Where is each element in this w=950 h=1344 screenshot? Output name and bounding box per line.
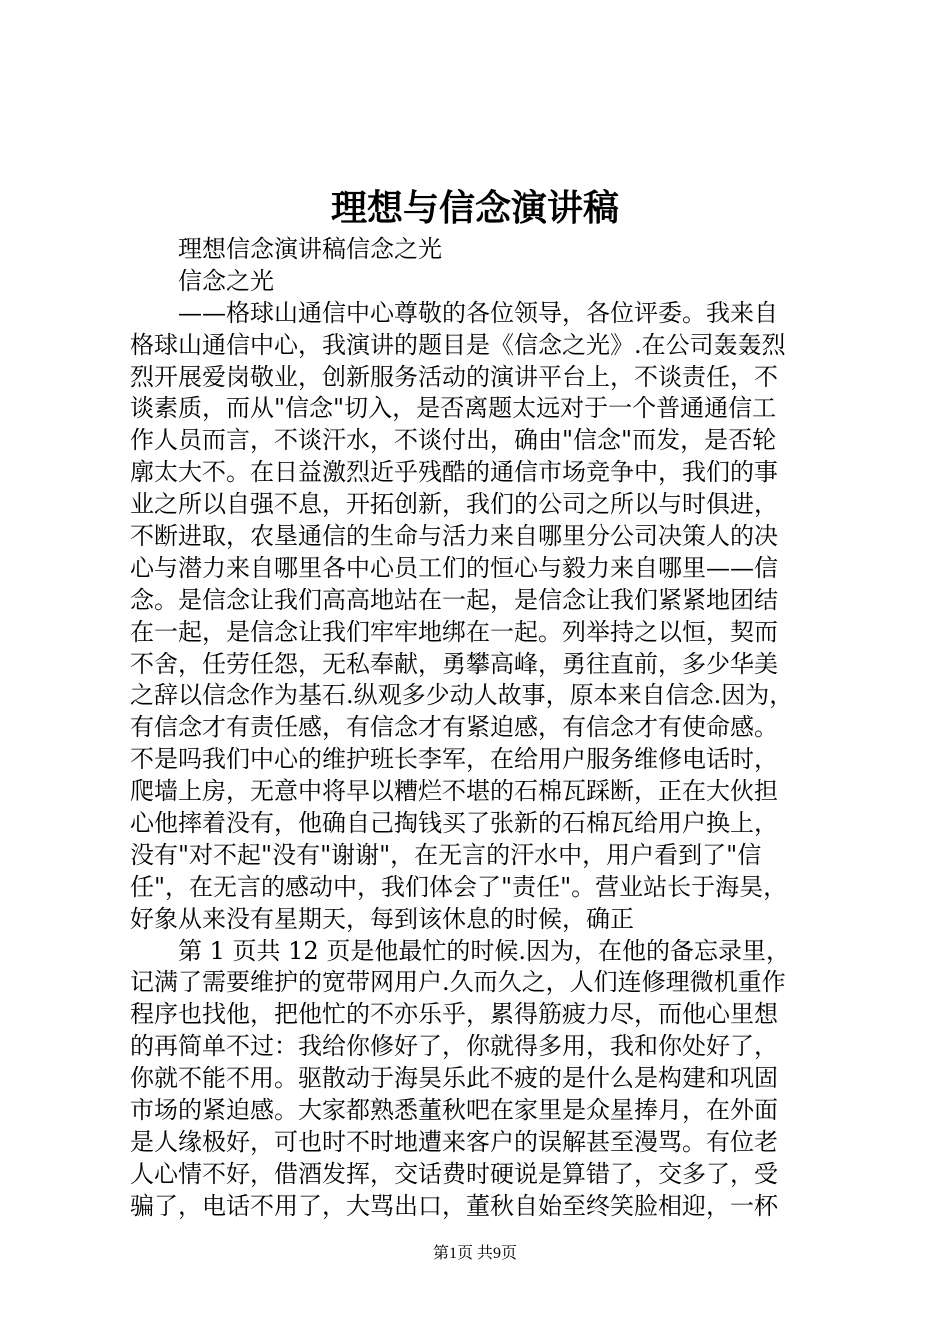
paragraph-line: 之辞以信念作为基石.纵观多少动人故事，原本来自信念.因为， xyxy=(130,681,794,710)
paragraph-line: 任"，在无言的感动中，我们体会了"责任"。营业站长于海昊， xyxy=(130,872,788,901)
paragraph-line: 念。是信念让我们高高地站在一起，是信念让我们紧紧地团结 xyxy=(130,585,778,614)
paragraph-line: 人心情不好，借酒发挥，交话费时硬说是算错了，交多了，受 xyxy=(130,1159,778,1188)
paragraph-line: 不是吗我们中心的维护班长李军，在给用户服务维修电话时， xyxy=(130,745,778,774)
paragraph-line: 市场的紧迫感。大家都熟悉董秋吧在家里是众星捧月，在外面 xyxy=(130,1096,778,1125)
paragraph-line: 心他摔着没有，他确自己掏钱买了张新的石棉瓦给用户换上， xyxy=(130,809,778,838)
paragraph-line: 没有"对不起"没有"谢谢"，在无言的汗水中，用户看到了"信 xyxy=(130,840,762,869)
paragraph-line: 好象从来没有星期天，每到该休息的时候，确正 xyxy=(130,904,634,933)
paragraph-line: 程序也找他，把他忙的不亦乐乎，累得筋疲力尽，而他心里想 xyxy=(130,1000,778,1029)
paragraph-line: 在一起，是信念让我们牢牢地绑在一起。列举持之以恒，契而 xyxy=(130,617,778,646)
paragraph-line: 记满了需要维护的宽带网用户.久而久之，人们连修理微机重作 xyxy=(130,968,786,997)
paragraph-line: 是人缘极好，可也时不时地遭来客户的误解甚至漫骂。有位老 xyxy=(130,1127,778,1156)
paragraph-line: 你就不能不用。驱散动于海昊乐此不疲的是什么是构建和巩固 xyxy=(130,1064,778,1093)
paragraph-line: 业之所以自强不息，开拓创新，我们的公司之所以与时俱进， xyxy=(130,490,778,519)
paragraph-line: 格球山通信中心，我演讲的题目是《信念之光》.在公司轰轰烈 xyxy=(130,330,786,359)
paragraph-line: 的再简单不过：我给你修好了，你就得多用，我和你处好了， xyxy=(130,1032,778,1061)
paragraph-line: 爬墙上房，无意中将早以糟烂不堪的石棉瓦踩断，正在大伙担 xyxy=(130,777,778,806)
paragraph-line: 有信念才有责任感，有信念才有紧迫感，有信念才有使命感。 xyxy=(130,713,778,742)
paragraph-line: ——格球山通信中心尊敬的各位领导，各位评委。我来自 xyxy=(178,298,778,327)
paragraph-line: 信念之光 xyxy=(178,266,274,295)
paragraph-line: 不断进取，农垦通信的生命与活力来自哪里分公司决策人的决 xyxy=(130,522,778,551)
document-title: 理想与信念演讲稿 xyxy=(330,187,619,229)
paragraph-line: 理想信念演讲稿信念之光 xyxy=(178,235,442,263)
paragraph-line: 心与潜力来自哪里各中心员工们的恒心与毅力来自哪里——信 xyxy=(130,553,778,582)
paragraph-line: 烈开展爱岗敬业，创新服务活动的演讲平台上，不谈责任，不 xyxy=(130,362,778,391)
document-body xyxy=(130,234,842,1223)
paragraph-line: 不舍，任劳任怨，无私奉献，勇攀高峰，勇往直前，多少华美 xyxy=(130,649,778,678)
page-footer: 第1页 共9页 xyxy=(432,1245,517,1262)
paragraph-line: 骗了，电话不用了，大骂出口，董秋自始至终笑脸相迎，一杯 xyxy=(130,1191,778,1220)
paragraph-line: 谈素质，而从"信念"切入，是否离题太远对于一个普通通信工 xyxy=(130,394,777,423)
paragraph-line: 第 1 页共 12 页是他最忙的时候.因为，在他的备忘录里， xyxy=(178,936,790,965)
paragraph-line: 廓太大不。在日益激烈近乎残酷的通信市场竞争中，我们的事 xyxy=(130,458,778,487)
paragraph-line: 作人员而言，不谈汗水，不谈付出，确由"信念"而发，是否轮 xyxy=(130,426,777,455)
